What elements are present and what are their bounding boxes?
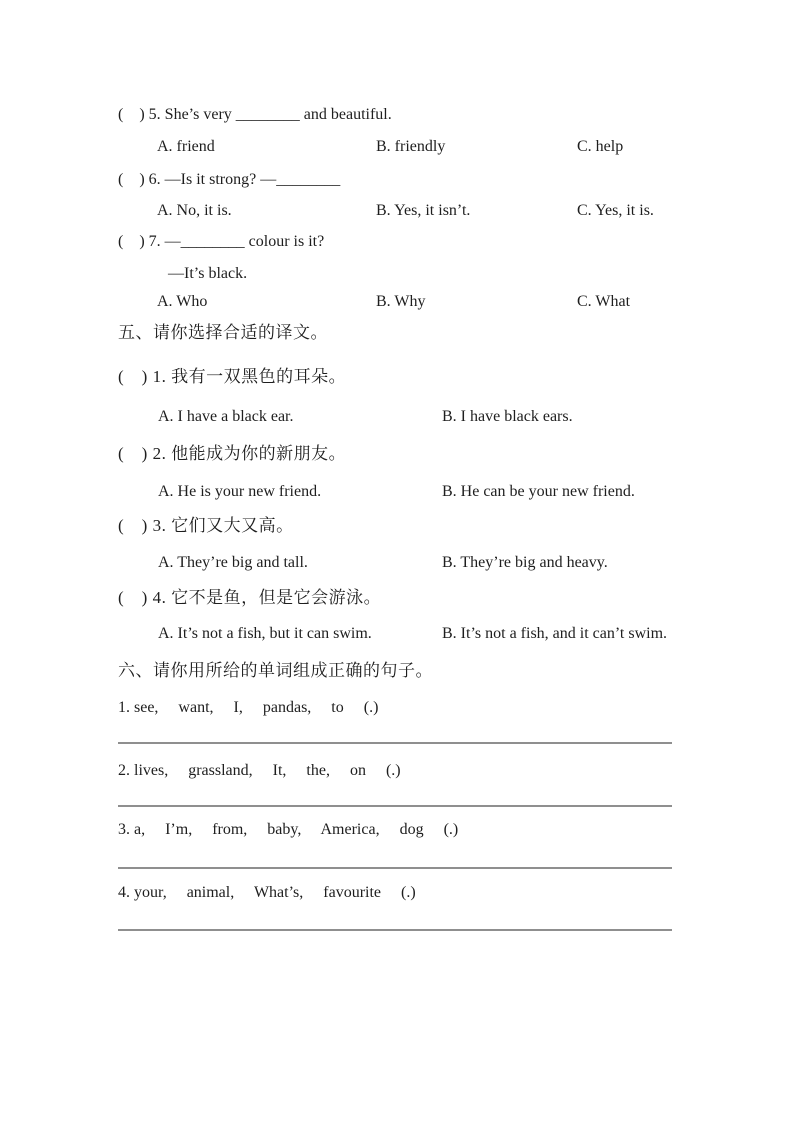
answer-line (118, 929, 672, 931)
word-order-item: 4. your, animal, What’s, favourite (.) (118, 884, 416, 901)
answer-bracket-and-number: ( ) 4. (118, 588, 172, 607)
question-stem: —Is it strong? —________ (164, 171, 341, 188)
choice-question-row (118, 104, 392, 126)
option-b: B. I have black ears. (442, 408, 573, 425)
question-stem: —________ colour is it? (164, 233, 325, 250)
question-stem: 它们又大又高。 (171, 516, 294, 535)
option-a: A. I have a black ear. (158, 408, 294, 425)
translation-question-row (118, 515, 294, 537)
choice-question-row (118, 231, 324, 253)
option-c: C. Yes, it is. (577, 202, 654, 219)
answer-line (118, 805, 672, 807)
answer-bracket-and-number: ( ) 7. (118, 233, 165, 250)
answer-bracket-and-number: ( ) 2. (118, 444, 172, 463)
answer-bracket-and-number: ( ) 6. (118, 171, 165, 188)
option-b: B. Yes, it isn’t. (376, 202, 471, 219)
answer-line (118, 867, 672, 869)
options-row (118, 623, 758, 645)
answer-bracket-and-number: ( ) 5. (118, 106, 165, 123)
section-six-heading: 六、请你用所给的单词组成正确的句子。 (118, 661, 433, 680)
options-row (118, 291, 758, 313)
option-b: B. They’re big and heavy. (442, 554, 608, 571)
question-reply-row (118, 263, 758, 285)
option-a: A. They’re big and tall. (158, 554, 308, 571)
option-b: B. Why (376, 293, 426, 310)
question-stem: 它不是鱼，但是它会游泳。 (171, 588, 382, 607)
answer-line (118, 742, 672, 744)
word-order-item: 3. a, I’m, from, baby, America, dog (.) (118, 821, 459, 838)
choice-question-row (118, 169, 340, 191)
question-stem: 我有一双黑色的耳朵。 (171, 367, 347, 386)
question-stem: She’s very ________ and beautiful. (164, 106, 392, 123)
option-b: B. He can be your new friend. (442, 483, 635, 500)
question-stem-line2: —It’s black. (168, 265, 248, 282)
option-b: B. It’s not a fish, and it can’t swim. (442, 625, 668, 642)
option-a: A. Who (157, 293, 208, 310)
question-stem: 他能成为你的新朋友。 (171, 444, 347, 463)
options-row (118, 406, 758, 428)
translation-question-row (118, 443, 346, 465)
word-order-item: 2. lives, grassland, It, the, on (.) (118, 762, 401, 779)
translation-question-row (118, 366, 346, 388)
option-b: B. friendly (376, 138, 446, 155)
word-order-item: 1. see, want, I, pandas, to (.) (118, 699, 379, 716)
options-row (118, 200, 758, 222)
options-row (118, 481, 758, 503)
translation-question-row (118, 587, 381, 609)
option-a: A. friend (157, 138, 215, 155)
options-row (118, 552, 758, 574)
answer-bracket-and-number: ( ) 3. (118, 516, 172, 535)
option-a: A. No, it is. (157, 202, 232, 219)
answer-bracket-and-number: ( ) 1. (118, 367, 172, 386)
options-row (118, 136, 758, 158)
option-c: C. What (577, 293, 631, 310)
option-a: A. He is your new friend. (158, 483, 322, 500)
option-a: A. It’s not a fish, but it can swim. (158, 625, 372, 642)
option-c: C. help (577, 138, 624, 155)
section-five-heading: 五、请你选择合适的译文。 (118, 323, 328, 342)
